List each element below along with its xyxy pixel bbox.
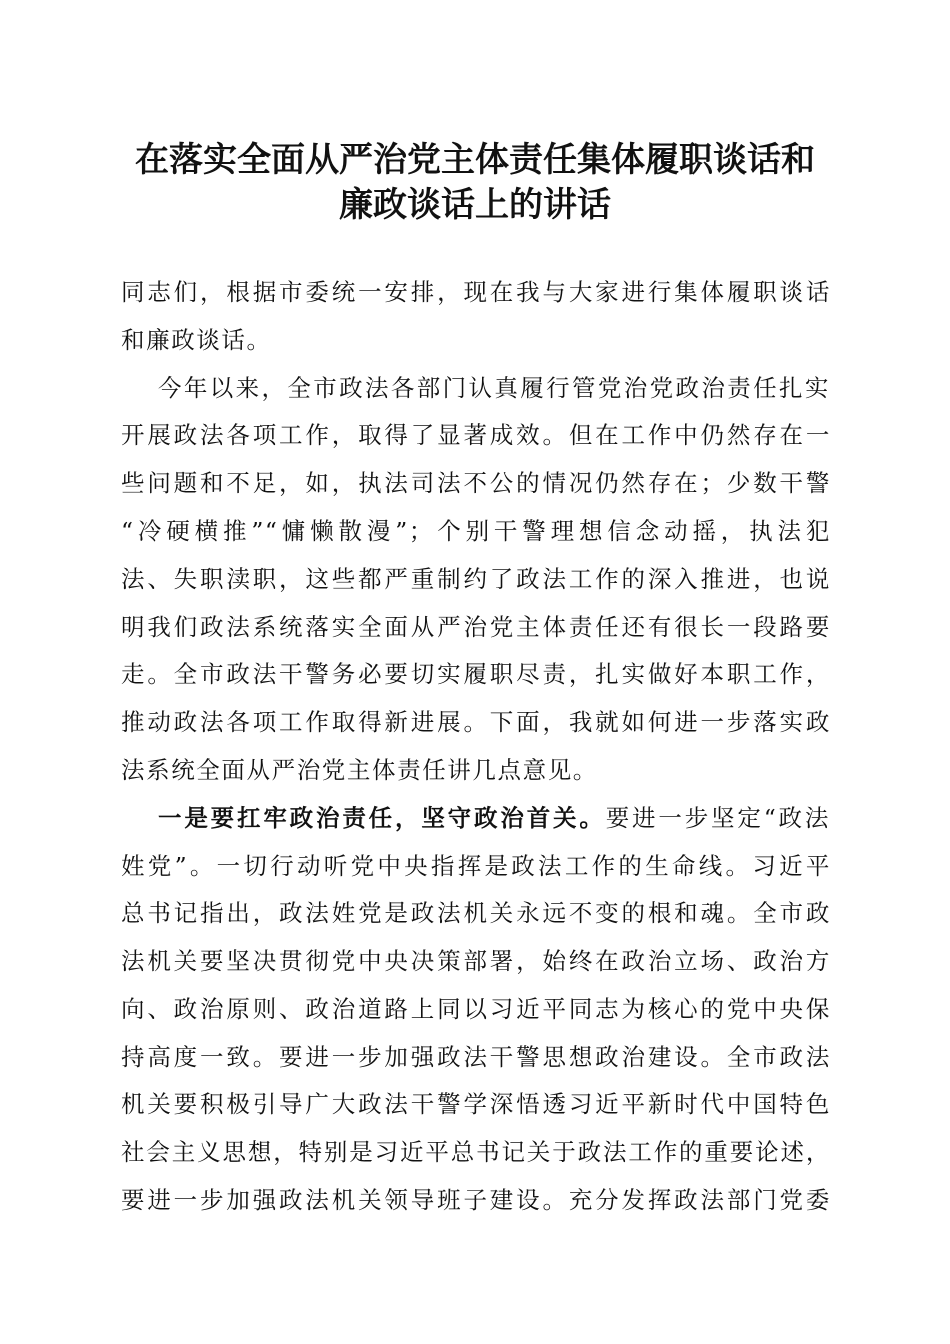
document-title-line-2: 廉政谈话上的讲话 [339,185,611,225]
body-line: “冷硬横推”“慵懒散漫”；个别干警理想信念动摇，执法犯 [121,517,831,545]
body-line: 社会主义思想，特别是习近平总书记关于政法工作的重要论述， [121,1138,831,1166]
body-line: 同志们，根据市委统一安排，现在我与大家进行集体履职谈话 [121,278,831,306]
bold-lead-text: 一是要扛牢政治责任，坚守政治首关。 [158,804,606,832]
body-line: 总书记指出，政法姓党是政法机关永远不变的根和魂。全市政 [121,899,831,927]
body-line: 法机关要坚决贯彻党中央决策部署，始终在政治立场、政治方 [121,947,831,975]
body-line: 法、失职渎职，这些都严重制约了政法工作的深入推进，也说 [121,565,831,593]
body-line: 今年以来，全市政法各部门认真履行管党治党政治责任扎实 [158,374,830,402]
body-line: 些问题和不足，如，执法司法不公的情况仍然存在；少数干警 [121,469,831,497]
body-line: 和廉政谈话。 [121,326,272,354]
body-line: 明我们政法系统落实全面从严治党主体责任还有很长一段路要 [121,613,831,641]
document-title-line-1: 在落实全面从严治党主体责任集体履职谈话和 [135,140,815,180]
body-line-with-bold-lead [158,801,830,835]
body-line: 机关要积极引导广大政法干警学深悟透习近平新时代中国特色 [121,1090,831,1118]
body-line: 要进一步加强政法机关领导班子建设。充分发挥政法部门党委 [121,1186,831,1214]
body-line: 向、政治原则、政治道路上同以习近平同志为核心的党中央保 [121,995,831,1023]
body-line: 姓党”。一切行动听党中央指挥是政法工作的生命线。习近平 [121,852,831,880]
body-line: 持高度一致。要进一步加强政法干警思想政治建设。全市政法 [121,1043,831,1071]
body-line-rest: 要进一步坚定“政法 [605,804,830,832]
body-line: 开展政法各项工作，取得了显著成效。但在工作中仍然存在一 [121,421,831,449]
body-line: 推动政法各项工作取得新进展。下面，我就如何进一步落实政 [121,708,831,736]
body-line: 法系统全面从严治党主体责任讲几点意见。 [121,756,598,784]
body-line: 走。全市政法干警务必要切实履职尽责，扎实做好本职工作， [121,660,831,688]
